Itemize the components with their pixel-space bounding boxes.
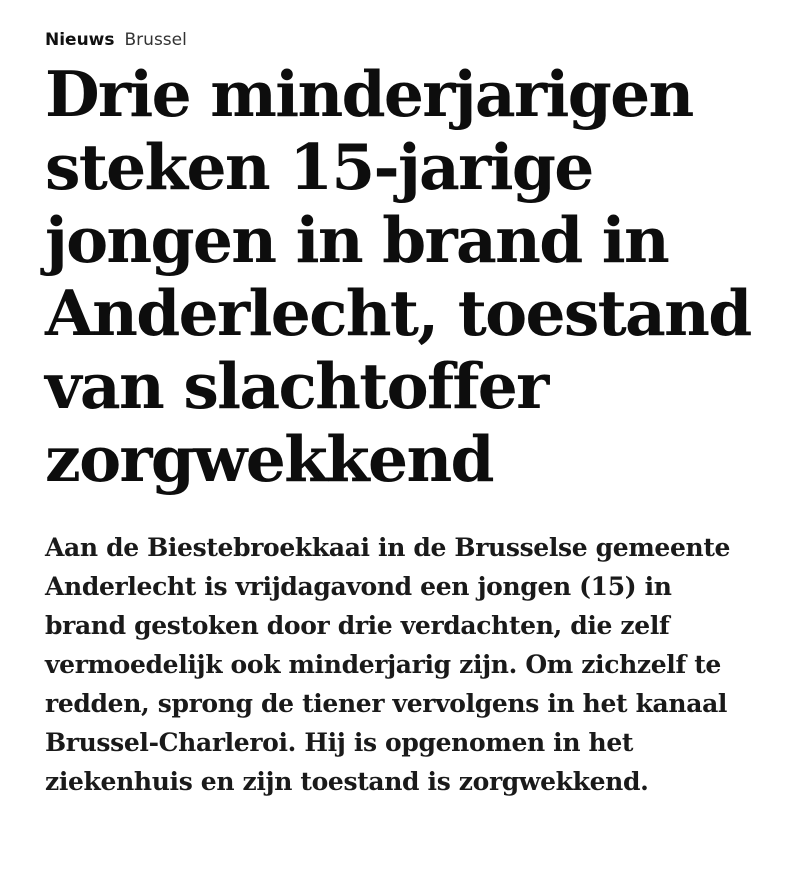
location-tag-brussel[interactable]: Brussel — [124, 30, 187, 50]
article-kicker — [45, 30, 765, 50]
article — [45, 30, 765, 801]
article-headline: Drie minderjarigen steken 15-jarige jongen in brand in Anderlecht, toestand van slachtoffer zorgwekkend — [45, 57, 751, 496]
article-lead: Aan de Biestebroekkaai in de Brusselse gemeente Anderlecht is vrijdagavond een jongen (15) in brand gestoken door drie verdachten, die zelf vermoedelijk ook minderjarig zijn. Om zichzelf te redden, sprong de tiener vervolgens in het kanaal Brussel-Charleroi. Hij is opgenomen in het ziekenhuis en zijn toestand is zorgwekkend. — [45, 533, 731, 796]
section-link-nieuws[interactable]: Nieuws — [45, 30, 115, 50]
